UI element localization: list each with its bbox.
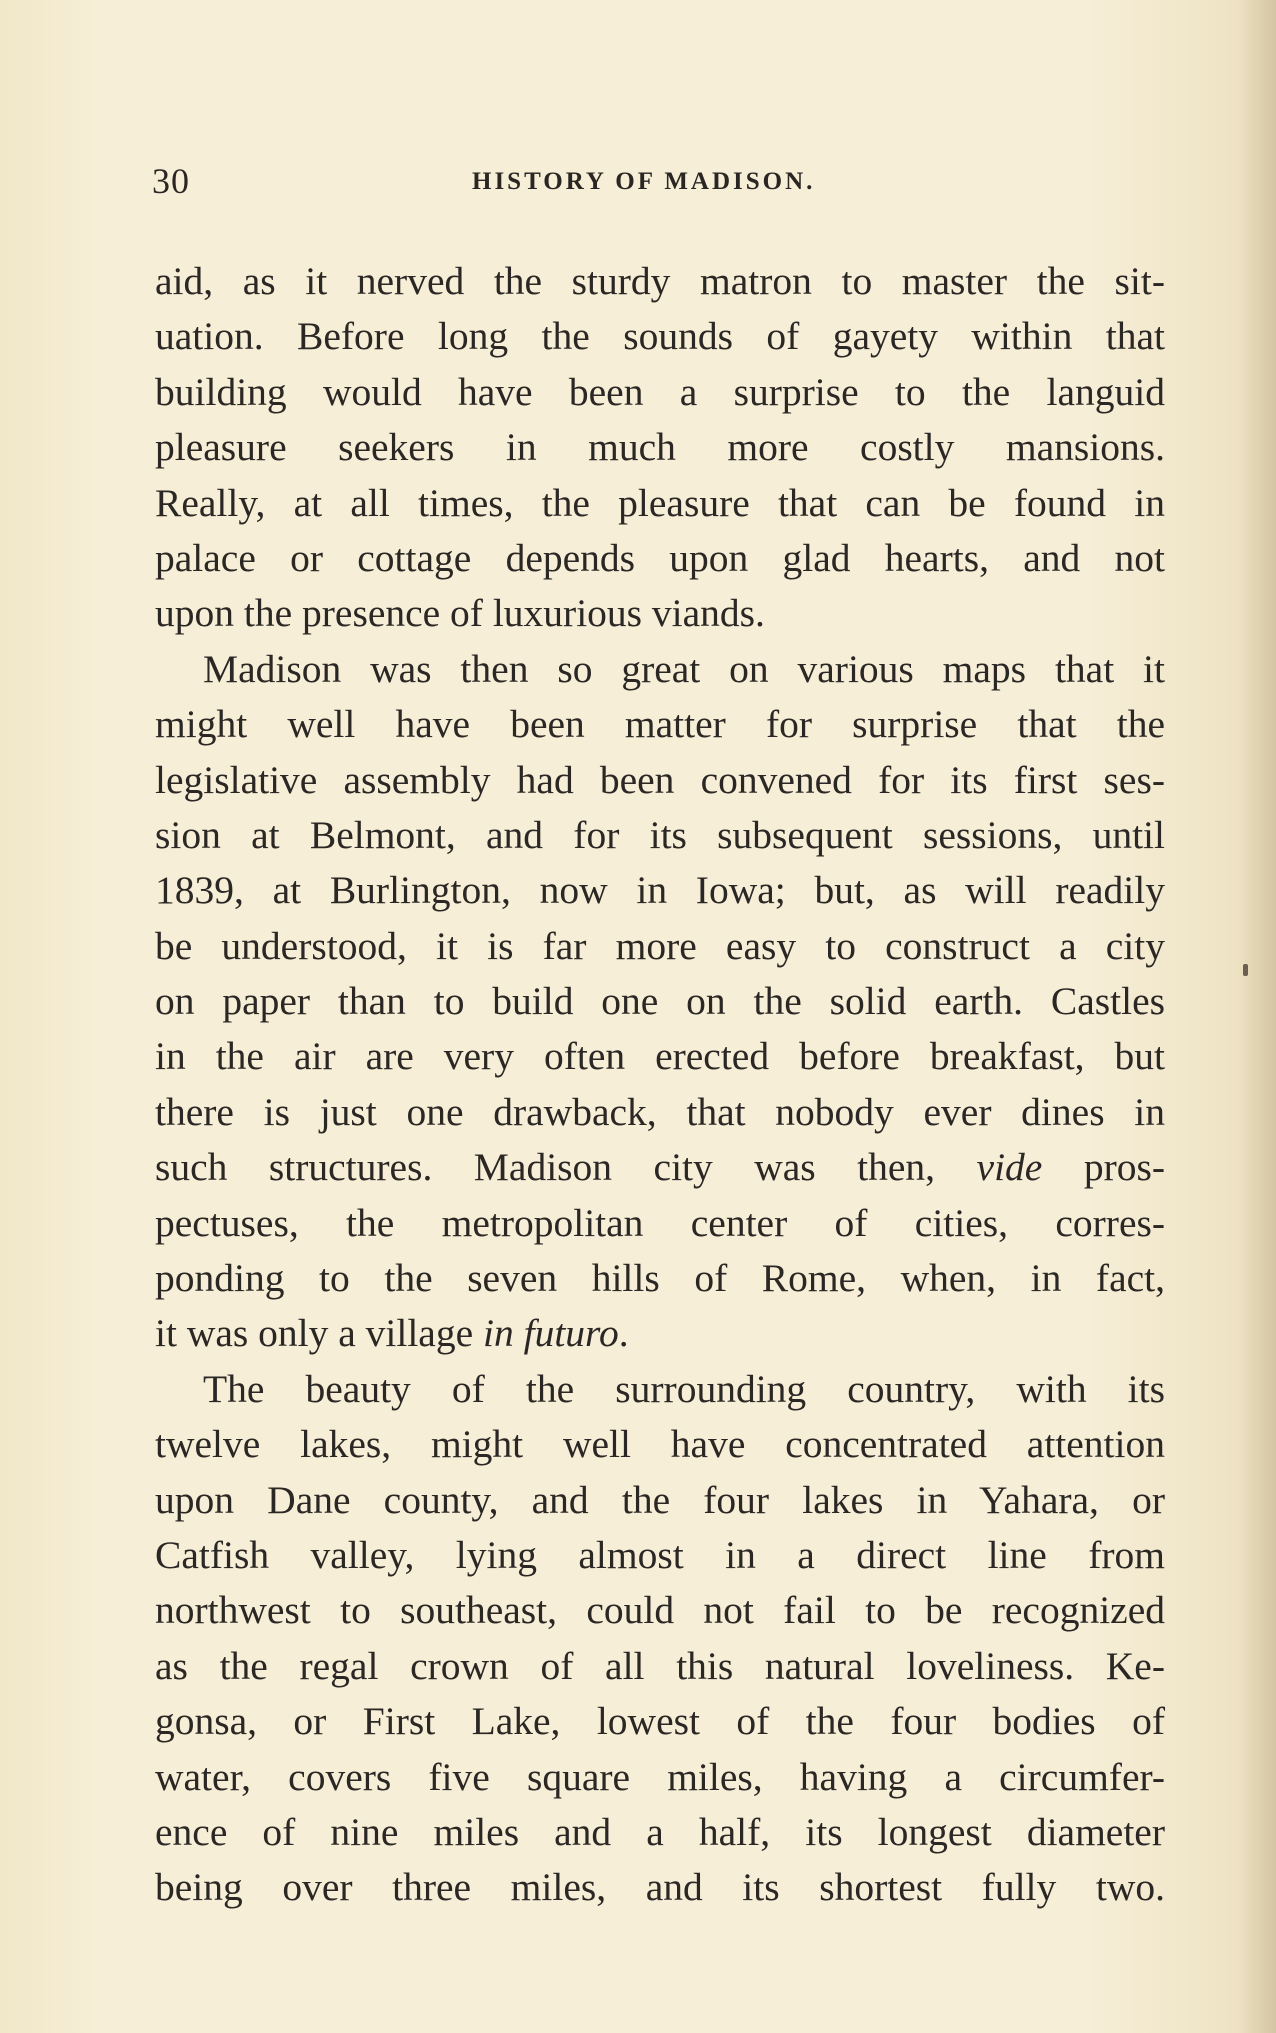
text-segment: it was only a village <box>155 1311 474 1356</box>
text-line: uation. Before long the sounds of gayety within that <box>155 314 1165 359</box>
running-head: HISTORY OF MADISON. <box>472 168 816 195</box>
italic-phrase: in futuro <box>483 1311 619 1356</box>
text-line: upon the presence of luxurious viands. <box>155 591 765 636</box>
text-line: might well have been matter for surprise that the <box>155 702 1165 747</box>
text-line: there is just one drawback, that nobody ever dines in <box>155 1089 1165 1134</box>
text-line: as the regal crown of all this natural loveliness. Ke- <box>155 1643 1165 1688</box>
text-segment: pros- <box>1083 1145 1165 1190</box>
ink-mark <box>1243 964 1248 976</box>
text-line: ence of nine miles and a half, its longest diameter <box>155 1809 1165 1854</box>
text-line: twelve lakes, might well have concentrated attention <box>155 1422 1165 1467</box>
text-line: aid, as it nerved the sturdy matron to master the sit- <box>155 259 1165 303</box>
text-line: The beauty of the surrounding country, with its <box>203 1366 1165 1411</box>
text-line: upon Dane county, and the four lakes in Yahara, or <box>155 1477 1165 1522</box>
text-line: being over three miles, and its shortest fully two. <box>155 1865 1165 1910</box>
text-line: ponding to the seven hills of Rome, when, in fact, <box>155 1256 1165 1301</box>
text-line: in the air are very often erected before breakfast, but <box>155 1034 1165 1079</box>
text-line: sion at Belmont, and for its subsequent sessions, until <box>155 812 1165 857</box>
text-line: Really, at all times, the pleasure that can be found in <box>155 480 1165 525</box>
text-line: be understood, it is far more easy to construct a city <box>155 923 1165 968</box>
text-line: water, covers five square miles, having a circumfer- <box>155 1754 1165 1799</box>
page-edge-shadow <box>1240 0 1276 2033</box>
page-header <box>152 160 1162 210</box>
text-line: palace or cottage depends upon glad hearts, and not <box>155 535 1165 580</box>
text-line: northwest to southeast, could not fail to be recognized <box>155 1588 1165 1633</box>
text-line: building would have been a surprise to the languid <box>155 369 1165 414</box>
text-line-with-italic <box>155 1306 1165 1361</box>
text-line: on paper than to build one on the solid earth. Castles <box>155 979 1165 1024</box>
text-line: Catfish valley, lying almost in a direct line from <box>155 1532 1165 1577</box>
page-number: 30 <box>152 161 190 201</box>
text-line-with-italic <box>155 1140 1165 1195</box>
text-line: pleasure seekers in much more costly mansions. <box>155 425 1165 470</box>
text-line: Madison was then so great on various maps that it <box>203 646 1165 691</box>
text-line: pectuses, the metropolitan center of cities, corres- <box>155 1200 1165 1245</box>
text-segment: . <box>618 1311 629 1356</box>
text-segment: such structures. Madison city was then, <box>155 1145 936 1190</box>
text-line: legislative assembly had been convened for its first ses- <box>155 757 1165 802</box>
body-text <box>155 254 1165 1916</box>
italic-word: vide <box>976 1145 1043 1190</box>
text-line: 1839, at Burlington, now in Iowa; but, as will readily <box>155 868 1165 913</box>
text-line: gonsa, or First Lake, lowest of the four bodies of <box>155 1699 1165 1744</box>
